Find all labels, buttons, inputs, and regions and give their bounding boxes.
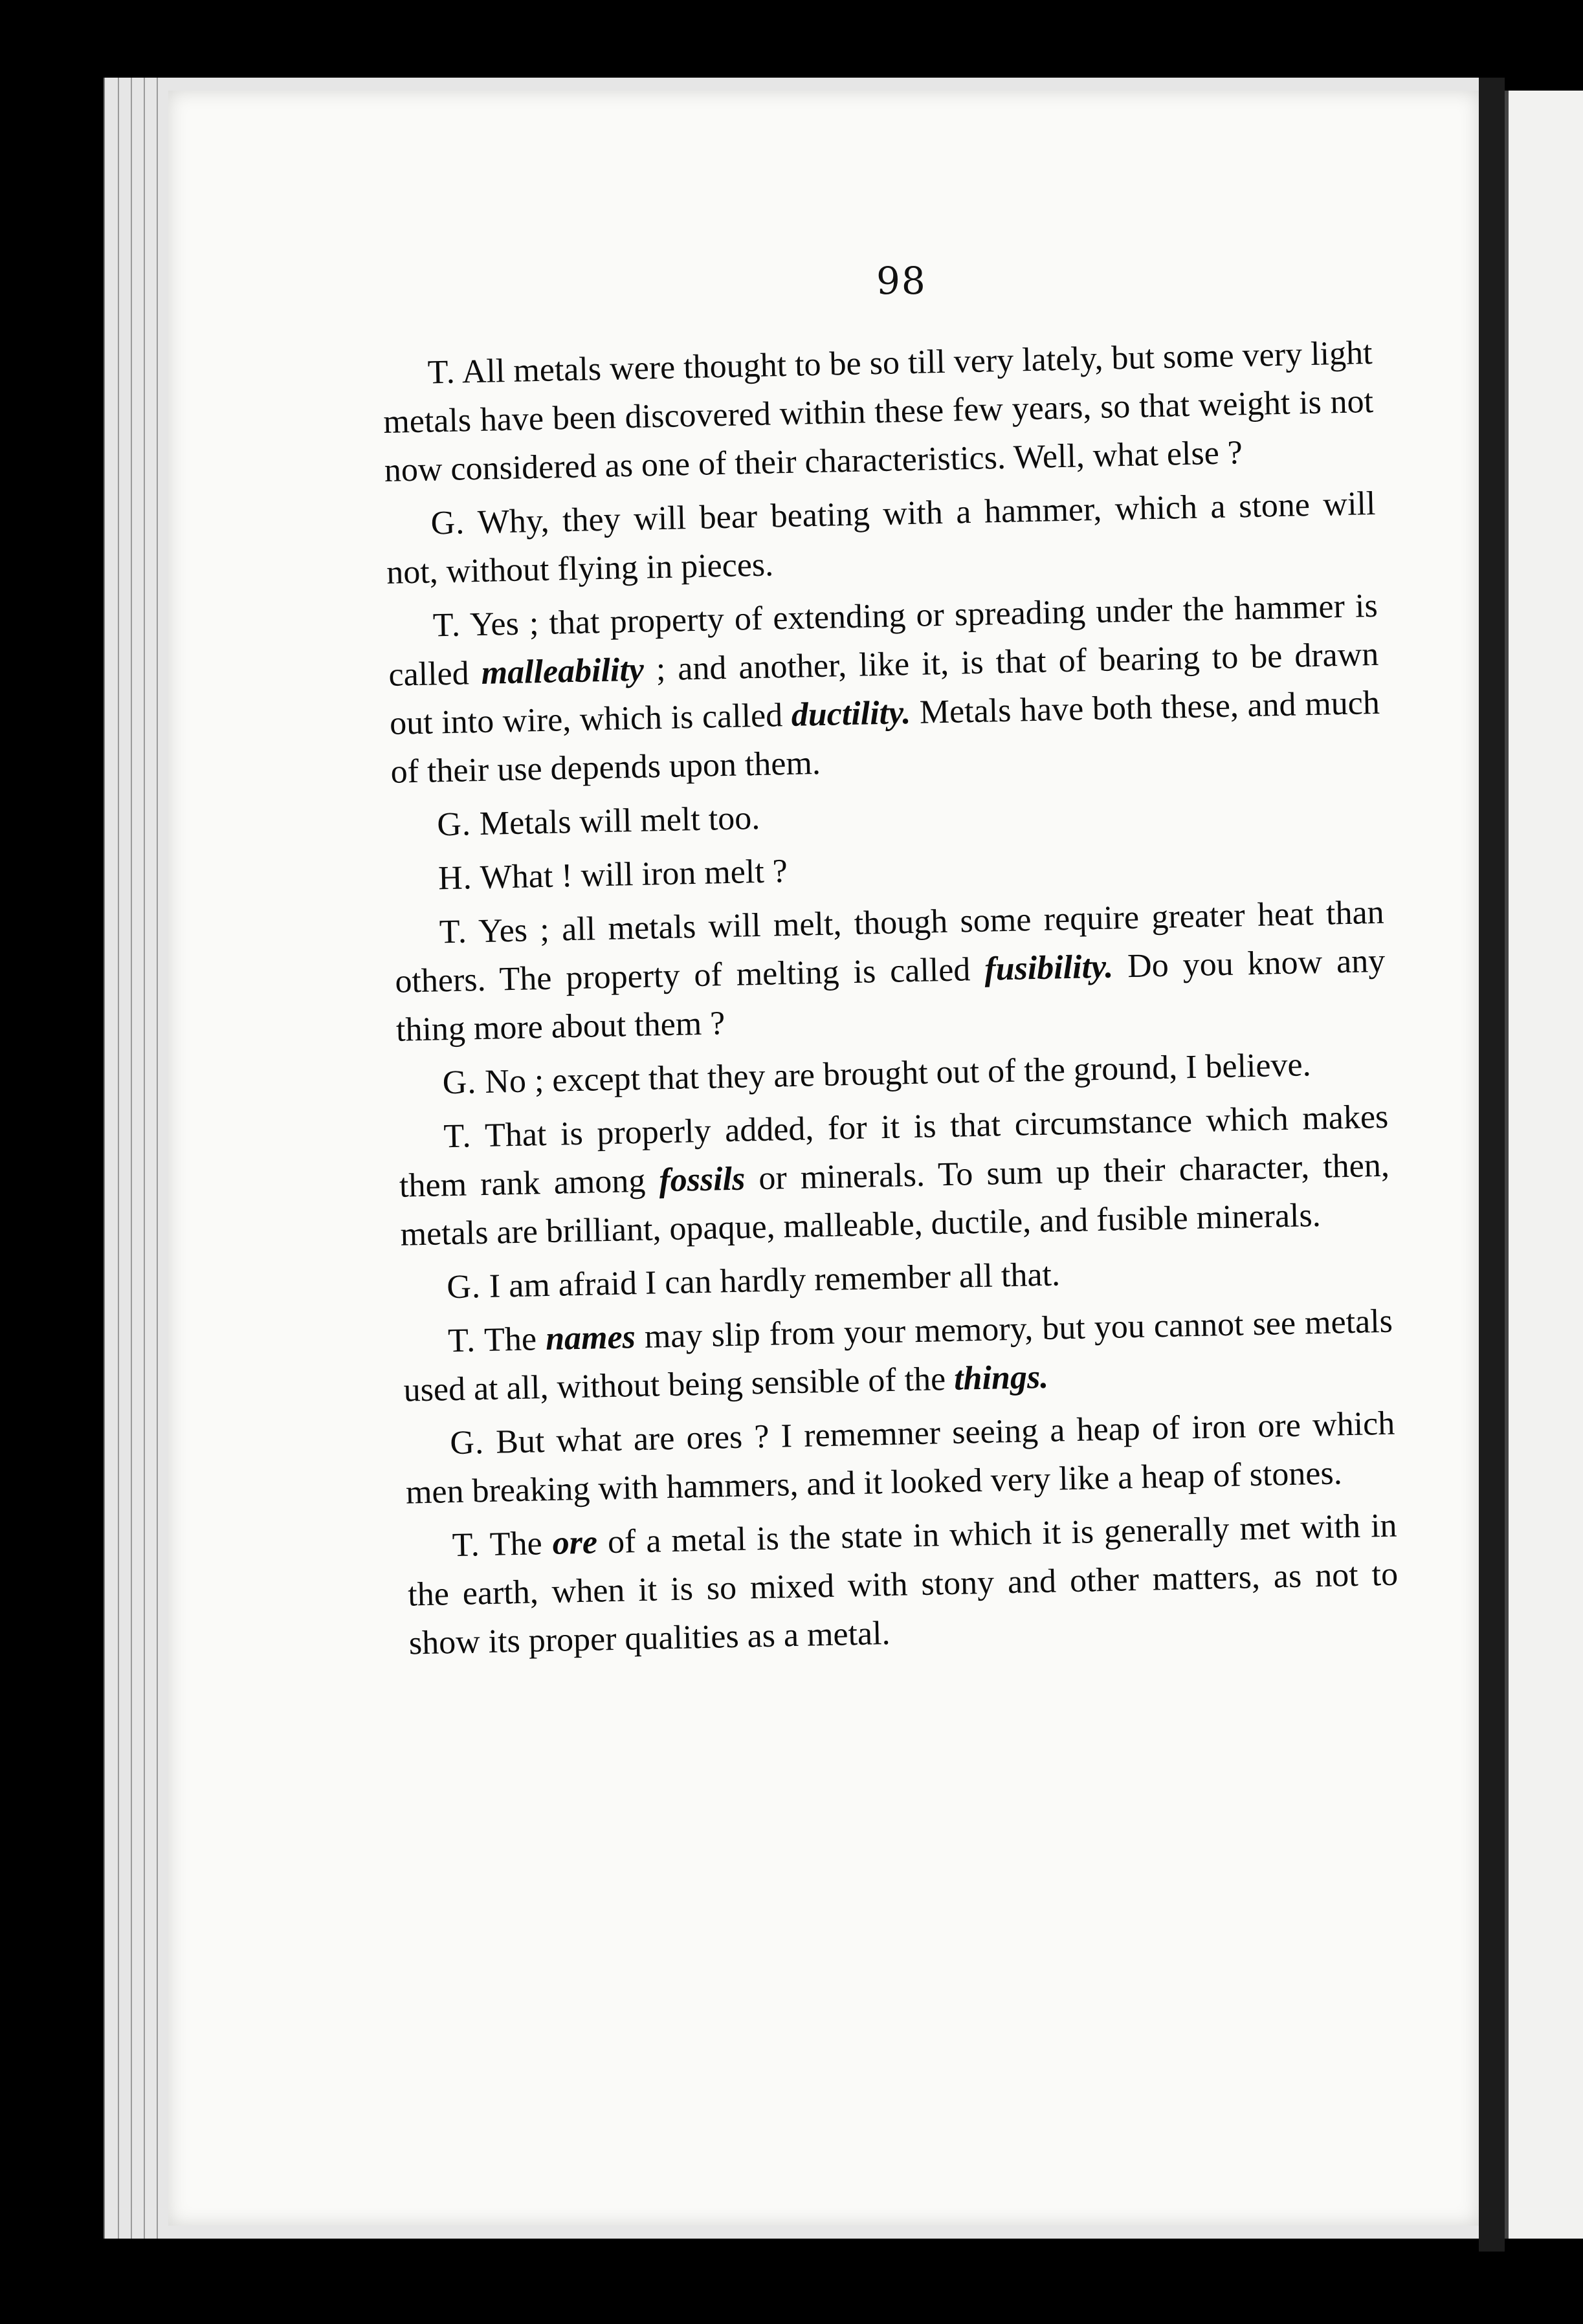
speaker-label: T. <box>439 913 468 951</box>
page-number: 98 <box>876 259 927 303</box>
text-segment: No ; except that they are brought out of the ground, I believe. <box>484 1046 1312 1101</box>
italic-term: ore <box>552 1524 598 1562</box>
text-segment: Yes ; that property of extending or spreading under the hammer is called <box>388 587 1378 694</box>
text-segment: Metals have both these, and much of their use depends upon them. <box>390 684 1380 791</box>
speaker-label: T. <box>443 1117 472 1156</box>
speaker-label: G. <box>446 1268 482 1306</box>
text-segment: I am afraid I can hardly remember all that. <box>489 1256 1061 1305</box>
dialogue-paragraph <box>398 1093 1391 1259</box>
italic-term: fusibility. <box>984 948 1114 988</box>
facing-page-edge <box>1505 91 1583 2239</box>
text-segment: All metals were thought to be so till very lately, but some very light metals have been discovered within these few years, so that weight is not now considered as one of their characteristics. Well, what else ? <box>382 334 1374 489</box>
text-segment: The <box>489 1524 553 1563</box>
speaker-label: T. <box>432 606 461 644</box>
dialogue-paragraph <box>382 329 1375 495</box>
speaker-label: H. <box>437 859 473 897</box>
italic-term: things. <box>953 1358 1049 1398</box>
dialogue-paragraph <box>385 479 1377 597</box>
text-segment: Metals will melt too. <box>479 799 760 842</box>
text-segment: ; and another, like it, is that of bearing to be drawn out into wire, which is called <box>389 635 1379 742</box>
speaker-label: T. <box>452 1526 481 1564</box>
dialogue-paragraph <box>402 1297 1394 1415</box>
dialogue-paragraph <box>393 888 1386 1055</box>
italic-term: ductility. <box>791 694 911 734</box>
text-segment: may slip from your memory, but you cannot see metals used at all, without being sensible of the <box>403 1302 1393 1409</box>
italic-term: malleability <box>481 651 645 692</box>
dialogue-paragraph <box>387 582 1381 796</box>
italic-term: names <box>545 1319 636 1358</box>
text-segment: Do you know any thing more about them ? <box>395 942 1386 1049</box>
speaker-label: G. <box>436 806 472 844</box>
speaker-label: T. <box>447 1322 476 1360</box>
text-segment: Why, they will bear beating with a hammer, which a stone will not, without flying in pieces. <box>386 485 1376 591</box>
dialogue-paragraph <box>406 1502 1399 1668</box>
text-segment: That is properly added, for it is that circumstance which makes them rank among <box>399 1098 1389 1205</box>
text-segment: What ! will iron melt ? <box>480 853 788 896</box>
dialogue-paragraph <box>404 1399 1397 1517</box>
speaker-label: G. <box>442 1064 477 1102</box>
page-body-text <box>382 329 1400 1673</box>
text-segment: of a metal is the state in which it is generally met with in the earth, when it is so mixed with stony and other matters, as not to show its proper qualities as a metal. <box>407 1507 1399 1662</box>
speaker-label: G. <box>449 1424 485 1462</box>
text-segment: But what are ores ? I rememner seeing a heap of iron ore which men breaking with hammers, and it looked very like a heap of stones. <box>405 1405 1395 1511</box>
book-gutter <box>1479 78 1505 2252</box>
text-segment: or minerals. To sum up their character, then, metals are brilliant, opaque, malleable, ductile, and fusible minerals. <box>400 1146 1390 1253</box>
italic-term: fossils <box>658 1160 746 1200</box>
text-segment: The <box>483 1321 546 1359</box>
speaker-label: G. <box>430 504 465 542</box>
speaker-label: T. <box>427 353 456 391</box>
text-segment: Yes ; all metals will melt, though some require greater heat than others. The property of melting is called <box>394 893 1385 1000</box>
